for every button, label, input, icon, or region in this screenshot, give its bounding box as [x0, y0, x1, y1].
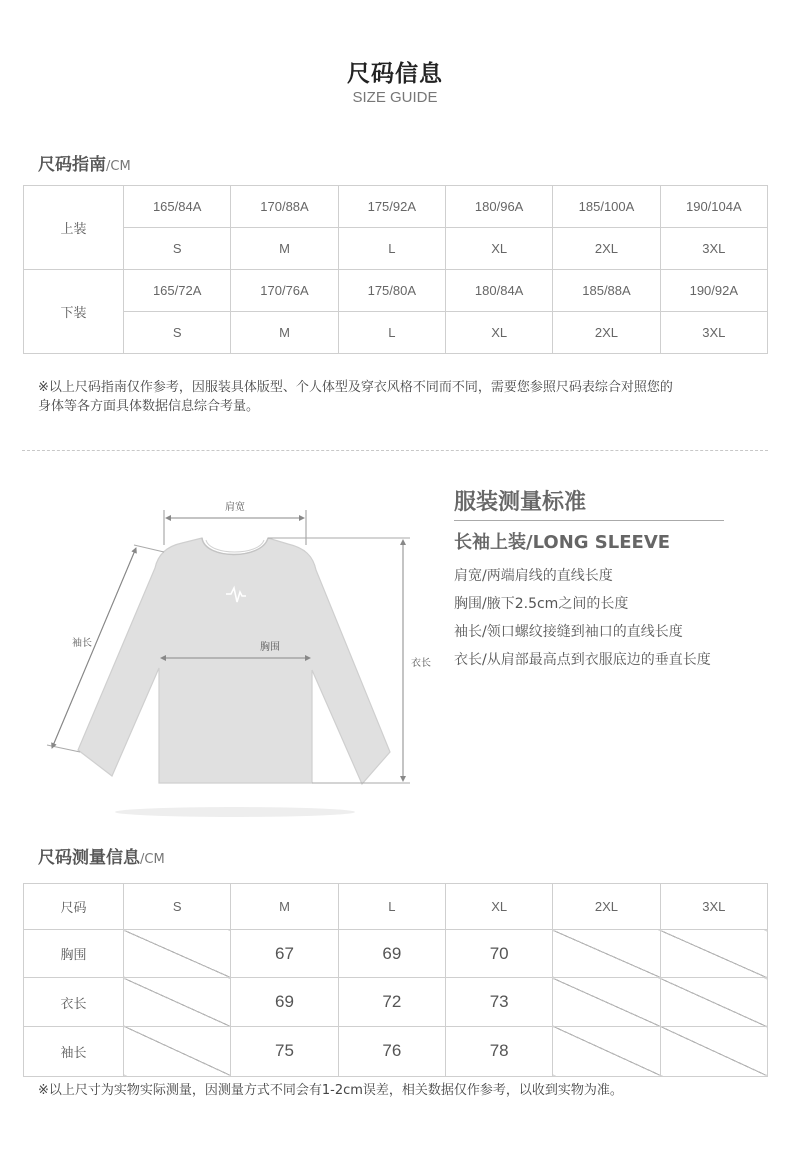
row-label-top: 上装 — [24, 186, 124, 270]
empty-cell — [660, 930, 767, 978]
empty-cell — [553, 978, 660, 1026]
standard-line-chest: 胸围/腋下2.5cm之间的长度 — [454, 596, 629, 612]
table-cell: S — [124, 312, 231, 354]
table-cell: 170/76A — [231, 270, 338, 312]
measure-unit: /CM — [140, 852, 165, 867]
table-cell: 185/88A — [553, 270, 660, 312]
header-cell: XL — [445, 884, 552, 930]
table-cell: M — [231, 228, 338, 270]
table-cell: 75 — [231, 1026, 338, 1076]
sleeve-label: 袖长 — [72, 638, 92, 649]
table-cell: 175/80A — [338, 270, 445, 312]
table-cell: 3XL — [660, 228, 767, 270]
row-label-length: 衣长 — [24, 978, 124, 1026]
header-cell: S — [124, 884, 231, 930]
table-cell: L — [338, 228, 445, 270]
shoulder-label: 肩宽 — [225, 502, 245, 513]
sleeve-guide-bottom — [47, 745, 80, 752]
note-line: 身体等各方面具体数据信息综合考量。 — [38, 399, 260, 414]
table-cell: 3XL — [660, 312, 767, 354]
standard-subtitle: 长袖上装/LONG SLEEVE — [454, 532, 671, 553]
standard-title: 服装测量标准 — [454, 490, 587, 515]
page-subtitle: SIZE GUIDE — [352, 89, 438, 106]
shirt-shadow — [115, 807, 355, 817]
table-cell: XL — [445, 228, 552, 270]
table-row — [24, 228, 768, 270]
row-label-sleeve: 袖长 — [24, 1026, 124, 1076]
table-cell: 190/92A — [660, 270, 767, 312]
measure-title-text: 尺码测量信息 — [38, 848, 140, 868]
empty-cell — [124, 1026, 231, 1076]
page-title: 尺码信息 — [347, 61, 443, 87]
header-cell: M — [231, 884, 338, 930]
header-cell: 2XL — [553, 884, 660, 930]
shirt-diagram — [30, 490, 440, 820]
table-cell: 70 — [445, 930, 552, 978]
table-cell: 175/92A — [338, 186, 445, 228]
empty-cell — [124, 978, 231, 1026]
sleeve-guide-top — [134, 545, 164, 552]
table-cell: M — [231, 312, 338, 354]
size-guide-table — [23, 185, 768, 354]
measure-table — [23, 883, 768, 1077]
size-guide-title — [38, 150, 131, 175]
table-cell: 185/100A — [553, 186, 660, 228]
length-label: 衣长 — [411, 658, 431, 669]
empty-cell — [553, 1026, 660, 1076]
note-line: ※以上尺码指南仅作参考，因服装具体版型、个人体型及穿衣风格不同而不同，需要您参照尺码表综合对照您的 — [38, 380, 673, 395]
table-cell: 170/88A — [231, 186, 338, 228]
table-cell: 180/84A — [445, 270, 552, 312]
empty-cell — [124, 930, 231, 978]
row-label-bottom: 下装 — [24, 270, 124, 354]
table-cell: S — [124, 228, 231, 270]
table-cell: 69 — [338, 930, 445, 978]
table-cell: 72 — [338, 978, 445, 1026]
table-cell: XL — [445, 312, 552, 354]
size-guide-note — [38, 378, 778, 416]
table-cell: 76 — [338, 1026, 445, 1076]
size-guide-title-text: 尺码指南 — [38, 155, 106, 175]
measure-title — [38, 843, 165, 868]
table-cell: 73 — [445, 978, 552, 1026]
table-cell: L — [338, 312, 445, 354]
empty-cell — [553, 930, 660, 978]
size-guide-unit: /CM — [106, 159, 131, 174]
standard-line-sleeve: 袖长/领口螺纹接缝到袖口的直线长度 — [454, 624, 683, 640]
table-row — [24, 270, 768, 312]
table-cell: 165/84A — [124, 186, 231, 228]
table-cell: 67 — [231, 930, 338, 978]
standard-line-length: 衣长/从肩部最高点到衣服底边的垂直长度 — [454, 652, 711, 668]
empty-cell — [660, 1026, 767, 1076]
table-cell: 190/104A — [660, 186, 767, 228]
table-header-row — [24, 884, 768, 930]
section-divider — [22, 450, 768, 451]
table-cell: 180/96A — [445, 186, 552, 228]
standard-rule — [454, 520, 724, 521]
table-cell: 78 — [445, 1026, 552, 1076]
table-row — [24, 312, 768, 354]
table-cell: 69 — [231, 978, 338, 1026]
table-row — [24, 978, 768, 1026]
empty-cell — [660, 978, 767, 1026]
header-cell: L — [338, 884, 445, 930]
standard-line-shoulder: 肩宽/两端肩线的直线长度 — [454, 568, 613, 584]
measure-note: ※以上尺寸为实物实际测量，因测量方式不同会有1-2cm误差，相关数据仅作参考，以收到实物为准。 — [38, 1083, 623, 1098]
table-row — [24, 186, 768, 228]
header-cell: 尺码 — [24, 884, 124, 930]
row-label-chest: 胸围 — [24, 930, 124, 978]
table-cell: 2XL — [553, 228, 660, 270]
table-row — [24, 1026, 768, 1076]
table-row — [24, 930, 768, 978]
header-cell: 3XL — [660, 884, 767, 930]
table-cell: 165/72A — [124, 270, 231, 312]
table-cell: 2XL — [553, 312, 660, 354]
chest-label: 胸围 — [260, 642, 280, 653]
